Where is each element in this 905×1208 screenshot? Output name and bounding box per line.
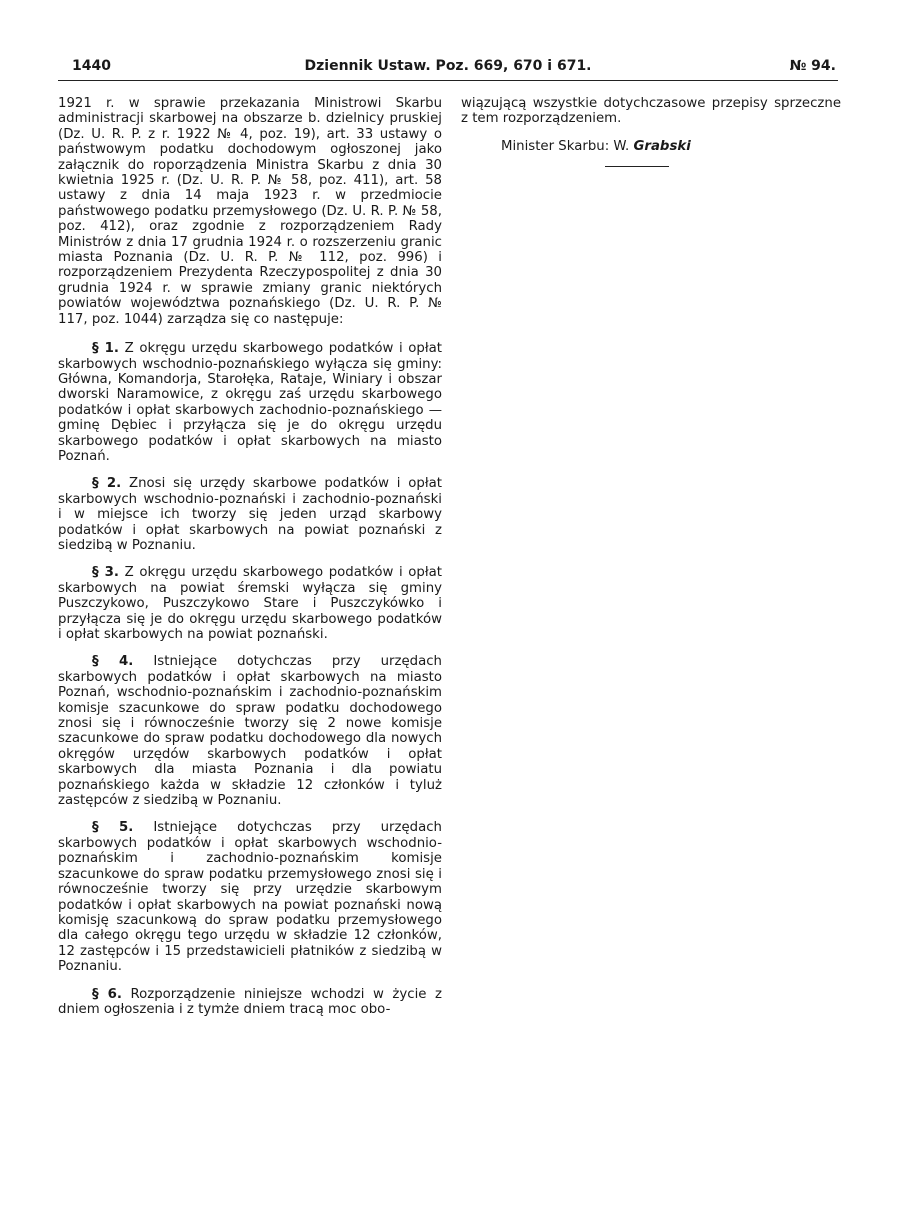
header-rule [58,80,838,81]
section-text: Rozporządzenie niniejsze wchodzi w życie z dniem ogłoszenia i z tymże dniem tracą moc obo- [58,986,442,1017]
issue-number: № 94. [789,58,836,74]
section-label: § 1. [92,341,119,357]
page-header [58,58,838,82]
section-label: § 5. [92,820,134,836]
section-text: Z okręgu urzędu skarbowego podatków i opłat skarbowych na powiat śremski wyłącza się gminy Puszczykowo, Puszczykowo Stare i Puszczykówko i przyłącza się je do okręgu urzędu skarbowego podatków i opłat skarbowych na powiat poznański. [58,565,442,642]
journal-title: Dziennik Ustaw. Poz. 669, 670 i 671. [304,58,592,74]
section-3 [58,565,442,642]
section-text: Istniejące dotychczas przy urzędach skarbowych podatków i opłat skarbowych na miasto Poznań, wschodnio-poznańskim i zachodnio-poznańskim komisje szacunkowe do spraw podatku dochodowego znosi się i równocześnie tworzy się 2 nowe komisje szacunkowe do spraw podatku dochodowego dla nowych okręgów urzędów skarbowych podatków i opłat skarbowych dla miasta Poznania i dla powiatu poznańskiego każda w składzie 12 członków i tyluż zastępców z siedzibą w Poznaniu. [58,654,442,809]
page-number: 1440 [72,58,111,74]
continuation-text: wiązującą wszystkie dotychczasowe przepisy sprzeczne z tem rozporządzeniem. [461,96,841,127]
section-label: § 2. [92,476,122,492]
signature [461,139,841,154]
section-2 [58,476,442,553]
signature-name: Grabski [633,138,691,154]
left-column [58,96,442,1029]
right-column [461,96,841,167]
section-text: Istniejące dotychczas przy urzędach skarbowych podatków i opłat skarbowych wschodnio-poznańskim i zachodnio-poznańskim komisje szacunkowe do spraw podatku przemysłowego znosi się i równocześnie tworzy się przy urzędzie skarbowym podatków i opłat skarbowych na powiat poznański nową komisję szacunkową do spraw podatku przemysłowego dla całego okręgu tego urzędu w składzie 12 członków, 12 zastępców i 15 przedstawicieli płatników z siedzibą w Poznaniu. [58,820,442,975]
section-text: Z okręgu urzędu skarbowego podatków i opłat skarbowych wschodnio-poznańskiego wyłącza się gminy: Główna, Komandorja, Starołęka, Rataje, Winiary i obszar dworski Naramowice, z okręgu zaś urzędu skarbowego podatków i opłat skarbowych zachodnio-poznańskiego — gminę Dębiec i przyłącza się je do okręgu urzędu skarbowego podatków i opłat skarbowych na miasto Poznań. [58,341,442,464]
section-5 [58,820,442,974]
section-label: § 4. [92,654,134,670]
section-6 [58,987,442,1018]
section-1 [58,341,442,464]
section-4 [58,654,442,808]
section-label: § 6. [92,986,122,1002]
section-text: Znosi się urzędy skarbowe podatków i opłat skarbowych wschodnio-poznański i zachodnio-poznański i w miejsce ich tworzy się jeden urząd skarbowy podatków i opłat skarbowych na powiat poznański z siedzibą w Poznaniu. [58,476,442,553]
preamble-text: 1921 r. w sprawie przekazania Ministrowi Skarbu administracji skarbowej na obszarze b. dzielnicy pruskiej (Dz. U. R. P. z r. 1922 № 4, poz. 19), art. 33 ustawy o państwowym podatku dochodowym ogłoszonej jako załącznik do roporządzenia Ministra Skarbu z dnia 30 kwietnia 1925 r. (Dz. U. R. P. № 58, poz. 411), art. 58 ustawy z dnia 14 maja 1923 r. w przedmiocie państwowego podatku przemysłowego (Dz. U. R. P. № 58, poz. 412), oraz zgodnie z rozporządzeniem Rady Ministrów z dnia 17 grudnia 1924 r. o rozszerzeniu granic miasta Poznania (Dz. U. R. P. № 112, poz. 996) i rozporządzeniem Prezydenta Rzeczypospolitej z dnia 30 grudnia 1924 r. w sprawie zmiany granic niektórych powiatów województwa poznańskiego (Dz. U. R. P. № 117, poz. 1044) zarządza się co następuje: [58,96,442,327]
section-label: § 3. [92,565,119,581]
signature-label: Minister Skarbu: W. [501,138,630,154]
signature-rule [605,166,669,167]
